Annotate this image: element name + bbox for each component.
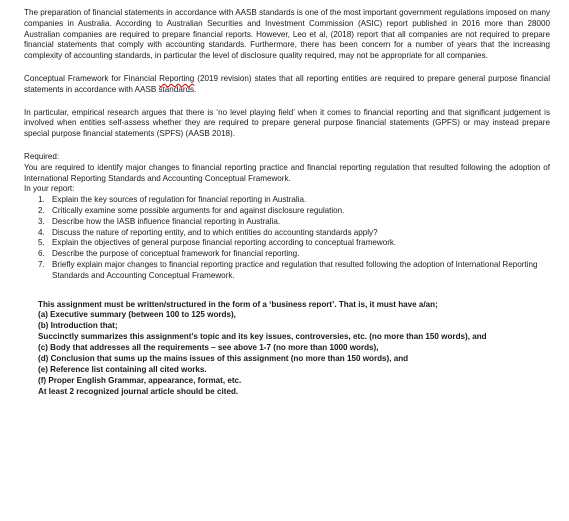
required-instruction: You are required to identify major changes to financial reporting practice and financial reporting regulation that resulted following the adoption of International Reporting Standards and Accounting Conceptual Framework. xyxy=(24,162,550,183)
report-line: (d) Conclusion that sums up the mains issues of this assignment (no more than 150 words), and xyxy=(38,354,409,364)
list-text: Describe how the IASB influence financial reporting in Australia. xyxy=(52,216,281,226)
list-item xyxy=(24,228,550,239)
list-item xyxy=(24,249,550,260)
list-item xyxy=(24,238,550,249)
report-line: At least 2 recognized journal article should be cited. xyxy=(38,386,239,396)
list-number: 3. xyxy=(38,216,45,226)
report-line: Succinctly summarizes this assignment’s topic and its key issues, controversies, etc. (no more than 150 words), and xyxy=(38,332,487,342)
report-line: This assignment must be written/structured in the form of a ‘business report’. That is, it must have a/an; xyxy=(38,299,438,309)
report-line: (c) Body that addresses all the requirements – see above 1-7 (no more than 1000 words), xyxy=(38,343,379,353)
list-item xyxy=(24,206,550,217)
report-line: (f) Proper English Grammar, appearance, format, etc. xyxy=(38,375,242,385)
list-number: 6. xyxy=(38,249,45,259)
document-page xyxy=(24,8,550,398)
list-text: Describe the purpose of conceptual framework for financial reporting. xyxy=(52,249,300,259)
requirements-list xyxy=(24,195,550,281)
list-number: 4. xyxy=(38,227,45,237)
list-text: Critically examine some possible arguments for and against disclosure regulation. xyxy=(52,205,345,215)
report-format-section xyxy=(38,300,550,398)
para2-prefix: Conceptual Framework for Financial xyxy=(24,73,160,83)
required-heading: Required: xyxy=(24,151,60,161)
list-item xyxy=(24,260,550,282)
list-text: Explain the objectives of general purpose financial reporting according to conceptual framework. xyxy=(52,238,397,248)
report-line: (a) Executive summary (between 100 to 125 words), xyxy=(38,310,236,320)
list-item xyxy=(24,217,550,228)
list-text: Explain the key sources of regulation for financial reporting in Australia. xyxy=(52,195,307,205)
report-line: (b) Introduction that; xyxy=(38,321,118,331)
list-number: 1. xyxy=(38,195,45,205)
intro-paragraph-2 xyxy=(24,74,550,96)
list-text: Discuss the nature of reporting entity, and to which entities do accounting standards apply? xyxy=(52,227,378,237)
list-text: Briefly explain major changes to financial reporting practice and regulation that resulted following the adoption of International Reporting Standards and Accounting Conceptual Framework. xyxy=(52,259,538,280)
report-line: (e) Reference list containing all cited works. xyxy=(38,364,207,374)
list-item xyxy=(24,195,550,206)
list-number: 7. xyxy=(38,259,45,269)
list-number: 2. xyxy=(38,205,45,215)
spellcheck-word[interactable]: Reporting xyxy=(159,73,195,83)
intro-paragraph-3: In particular, empirical research argues that there is ‘no level playing field’ when it comes to financial reporting and that significant judgement is involved when entities self-assess whether they are required to prepare general purpose financial statements (GPFS) or may instead prepare special purpose financial statements (SPFS) (AASB 2018). xyxy=(24,107,550,139)
intro-paragraph-1: The preparation of financial statements in accordance with AASB standards is one of the most important government regulations imposed on many companies in Australia. According to Australian Securities and Investment Commission (ASIC) report published in 2016 more than 28000 Australian companies are required to prepare financial reports. However, Leo et al, (2018) report that all companies are not required to prepare financial statements that comply with accounting standards. Furthermore, there has been concern for a number of years that the increasing complexity of accounting standards, in particular the level of disclosure quality required, may not be appropriate for all companies. xyxy=(24,8,550,61)
list-number: 5. xyxy=(38,238,45,248)
in-report-label: In your report: xyxy=(24,184,75,194)
para2-suffix: (2019 revision) states that all reporting entities are required to prepare general purpose financial statements in accordance with AASB standards. xyxy=(24,73,550,94)
